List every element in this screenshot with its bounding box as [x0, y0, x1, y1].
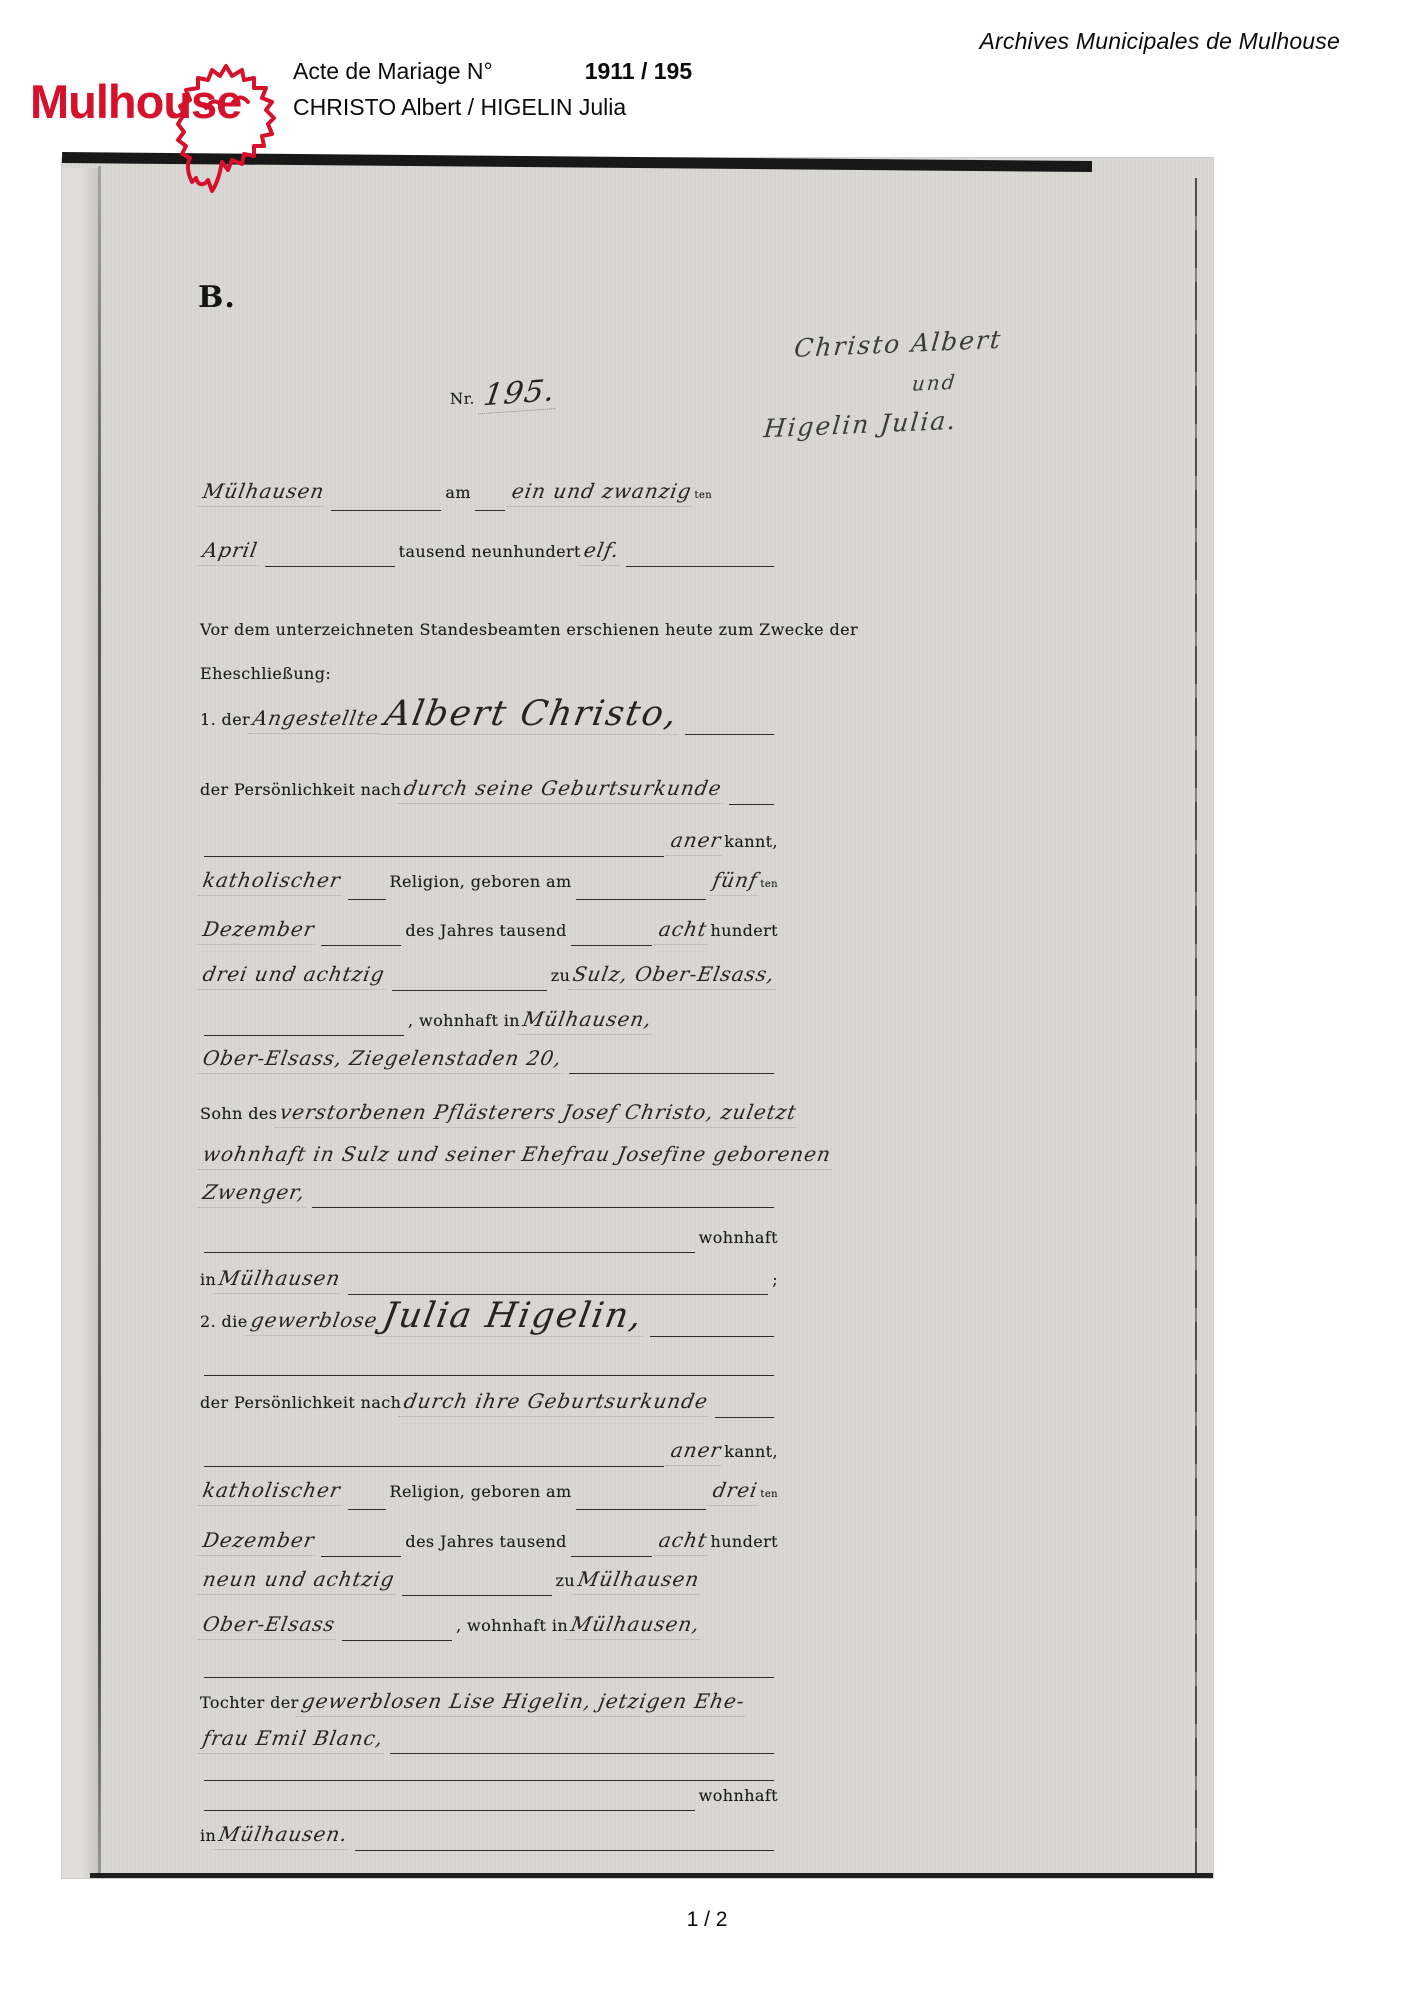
blank-rule [331, 503, 441, 511]
printed-text: hundert [710, 921, 778, 940]
printed-text: Vor dem unterzeichneten Standesbeamten erschienen heute zum Zwecke der [200, 620, 859, 639]
handwritten-text: fünf [707, 865, 763, 896]
blank-rule [204, 1803, 695, 1811]
printed-text: in [200, 1826, 217, 1845]
blank-rule [204, 849, 664, 857]
form-line [200, 1475, 778, 1510]
form-letter-b: B. [198, 280, 236, 315]
blank-rule [571, 938, 653, 946]
form-line [200, 1366, 778, 1376]
handwritten-text: ein und zwanzig [506, 476, 697, 507]
handwritten-text: Albert Christo, [378, 695, 684, 735]
blank-rule [569, 1066, 774, 1074]
form-line [200, 659, 778, 689]
blank-rule [204, 1028, 404, 1036]
blank-rule [204, 1670, 774, 1678]
form-line [200, 615, 859, 645]
handwritten-text: Mülhausen, [565, 1609, 705, 1640]
blank-rule [729, 797, 774, 805]
blank-rule [348, 1287, 769, 1295]
handwritten-text: Dezember [197, 1525, 320, 1556]
handwritten-text: Mülhausen [197, 476, 330, 507]
blank-rule [348, 1502, 386, 1510]
form-line [200, 773, 778, 805]
printed-text: des Jahres tausend [405, 921, 567, 940]
form-line [200, 1525, 778, 1557]
blank-rule [576, 892, 706, 900]
printed-text: Religion, geboren am [389, 1482, 572, 1501]
handwritten-text: Mülhausen [572, 1564, 705, 1595]
handwritten-text: Angestellte [247, 703, 384, 734]
blank-rule [312, 1200, 774, 1208]
nr-handwritten-value: 195. [478, 373, 561, 414]
printed-text: tausend neunhundert [398, 542, 581, 561]
form-line [200, 1686, 778, 1718]
form-line [200, 1771, 778, 1781]
printed-text: 2. die [200, 1312, 248, 1331]
printed-text: , wohnhaft in [456, 1616, 569, 1635]
form-line [200, 1564, 778, 1596]
form-line [200, 476, 778, 511]
form-line [200, 1386, 778, 1418]
printed-text: zu [550, 966, 571, 985]
handwritten-text: Julia Higelin, [377, 1297, 650, 1337]
handwritten-text: elf. [578, 535, 625, 566]
form-line [200, 1297, 778, 1337]
form-lines [200, 476, 859, 1851]
handwritten-text: drei [707, 1475, 763, 1506]
form-line [200, 1609, 778, 1641]
scan-left-fold-line [98, 166, 101, 1876]
blank-rule [475, 503, 505, 511]
blank-rule [390, 1746, 774, 1754]
handwritten-text: Ober-Elsass [197, 1609, 341, 1640]
blank-rule [265, 559, 395, 567]
handwritten-text: April [197, 535, 263, 566]
handwritten-text: katholischer [197, 1475, 346, 1506]
printed-text: ; [772, 1270, 778, 1289]
blank-rule [650, 1329, 774, 1337]
form-line [200, 825, 778, 857]
form-line [200, 1668, 778, 1678]
printed-text: am [445, 483, 471, 502]
act-type-label: Acte de Mariage N° [293, 58, 493, 84]
act-number: 1911 / 195 [584, 58, 693, 84]
form-line [200, 1139, 834, 1170]
handwritten-text: Mülhausen. [214, 1819, 354, 1850]
blank-rule [321, 938, 401, 946]
handwritten-text: gewerblosen Lise Higelin, jetzigen Ehe- [296, 1686, 750, 1717]
blank-rule [204, 1459, 664, 1467]
handwritten-text: Ober-Elsass, Ziegelenstaden 20, [197, 1043, 567, 1074]
handwritten-text: acht [654, 914, 714, 945]
printed-text: der Persönlichkeit nach [200, 780, 402, 799]
form-line [200, 695, 778, 735]
form-line [200, 1043, 778, 1074]
form-line [200, 1435, 778, 1467]
printed-text: 1. der [200, 710, 251, 729]
form-line [200, 959, 778, 991]
form-line [200, 1004, 778, 1036]
handwritten-text: frau Emil Blanc, [197, 1723, 389, 1754]
blank-rule [321, 1549, 401, 1557]
blank-rule [576, 1502, 706, 1510]
form-line [200, 1781, 778, 1811]
handwritten-text: Dezember [197, 914, 320, 945]
printed-text: ten [760, 1489, 778, 1500]
printed-text: in [200, 1270, 217, 1289]
margin-note-line: Higelin Julia. [762, 405, 959, 444]
handwritten-text: aner [665, 825, 727, 856]
blank-rule [355, 1843, 774, 1851]
handwritten-text: acht [654, 1525, 714, 1556]
margin-note-line: Christo Albert [792, 324, 1004, 363]
printed-text: Eheschließung: [200, 664, 332, 683]
archive-label: Archives Municipales de Mulhouse [979, 28, 1340, 54]
handwritten-text: Sulz, Ober-Elsass, [568, 959, 781, 990]
handwritten-text: gewerblose [245, 1305, 383, 1336]
form-line [200, 865, 778, 900]
form-line [200, 1223, 778, 1253]
blank-rule [204, 1368, 774, 1376]
act-header [293, 58, 692, 121]
blank-rule [685, 727, 774, 735]
printed-text: kannt, [724, 1442, 778, 1461]
printed-text: wohnhaft [698, 1786, 778, 1805]
blank-rule [342, 1633, 452, 1641]
document-scan [62, 158, 1213, 1878]
blank-rule [402, 1588, 552, 1596]
handwritten-text: Zwenger, [197, 1177, 311, 1208]
handwritten-text: durch seine Geburtsurkunde [399, 773, 728, 804]
handwritten-text: durch ihre Geburtsurkunde [399, 1386, 715, 1417]
scan-bottom-edge [90, 1873, 1213, 1878]
form-line [200, 1819, 778, 1851]
printed-text: des Jahres tausend [405, 1532, 567, 1551]
blank-rule [715, 1410, 774, 1418]
printed-text: ten [760, 879, 778, 890]
printed-text: kannt, [724, 832, 778, 851]
form-line [200, 914, 778, 946]
nr-label: Nr. [449, 389, 475, 408]
printed-text: ten [694, 490, 713, 501]
printed-text: Religion, geboren am [389, 872, 572, 891]
form-line [200, 1263, 778, 1295]
handwritten-text: drei und achtzig [197, 959, 390, 990]
blank-rule [204, 1245, 695, 1253]
scan-left-margin [62, 168, 98, 1878]
printed-text: zu [555, 1571, 576, 1590]
blank-rule [392, 983, 547, 991]
handwritten-text: Mülhausen, [517, 1004, 657, 1035]
margin-annotation [760, 325, 1006, 443]
form-line [200, 1177, 778, 1208]
form-line [200, 1097, 800, 1129]
blank-rule [626, 559, 774, 567]
form-line [200, 1723, 778, 1754]
printed-text: der Persönlichkeit nach [200, 1393, 402, 1412]
handwritten-text: verstorbenen Pflästerers Josef Christo, zuletzt [275, 1097, 803, 1128]
blank-rule [348, 892, 386, 900]
act-number-line [450, 375, 558, 413]
blank-rule [571, 1549, 653, 1557]
page-indicator: 1 / 2 [686, 1908, 728, 1931]
handwritten-text: katholischer [197, 865, 346, 896]
scan-right-seam [1195, 178, 1197, 1874]
handwritten-text: neun und achtzig [197, 1564, 400, 1595]
handwritten-text: Mülhausen [214, 1263, 347, 1294]
printed-text: Tochter der [200, 1693, 299, 1712]
printed-text: wohnhaft [698, 1228, 778, 1247]
printed-text: hundert [710, 1532, 778, 1551]
handwritten-text: aner [665, 1435, 727, 1466]
margin-note-line: und [910, 369, 958, 396]
printed-text: Sohn des [200, 1104, 278, 1123]
mulhouse-logo-text: Mulhouse [30, 75, 242, 128]
form-line [200, 535, 778, 567]
act-couple-names: CHRISTO Albert / HIGELIN Julia [293, 94, 627, 120]
handwritten-text: wohnhaft in Sulz und seiner Ehefrau Josefine geborenen [197, 1139, 837, 1170]
printed-text: , wohnhaft in [408, 1011, 521, 1030]
blank-rule [204, 1773, 774, 1781]
